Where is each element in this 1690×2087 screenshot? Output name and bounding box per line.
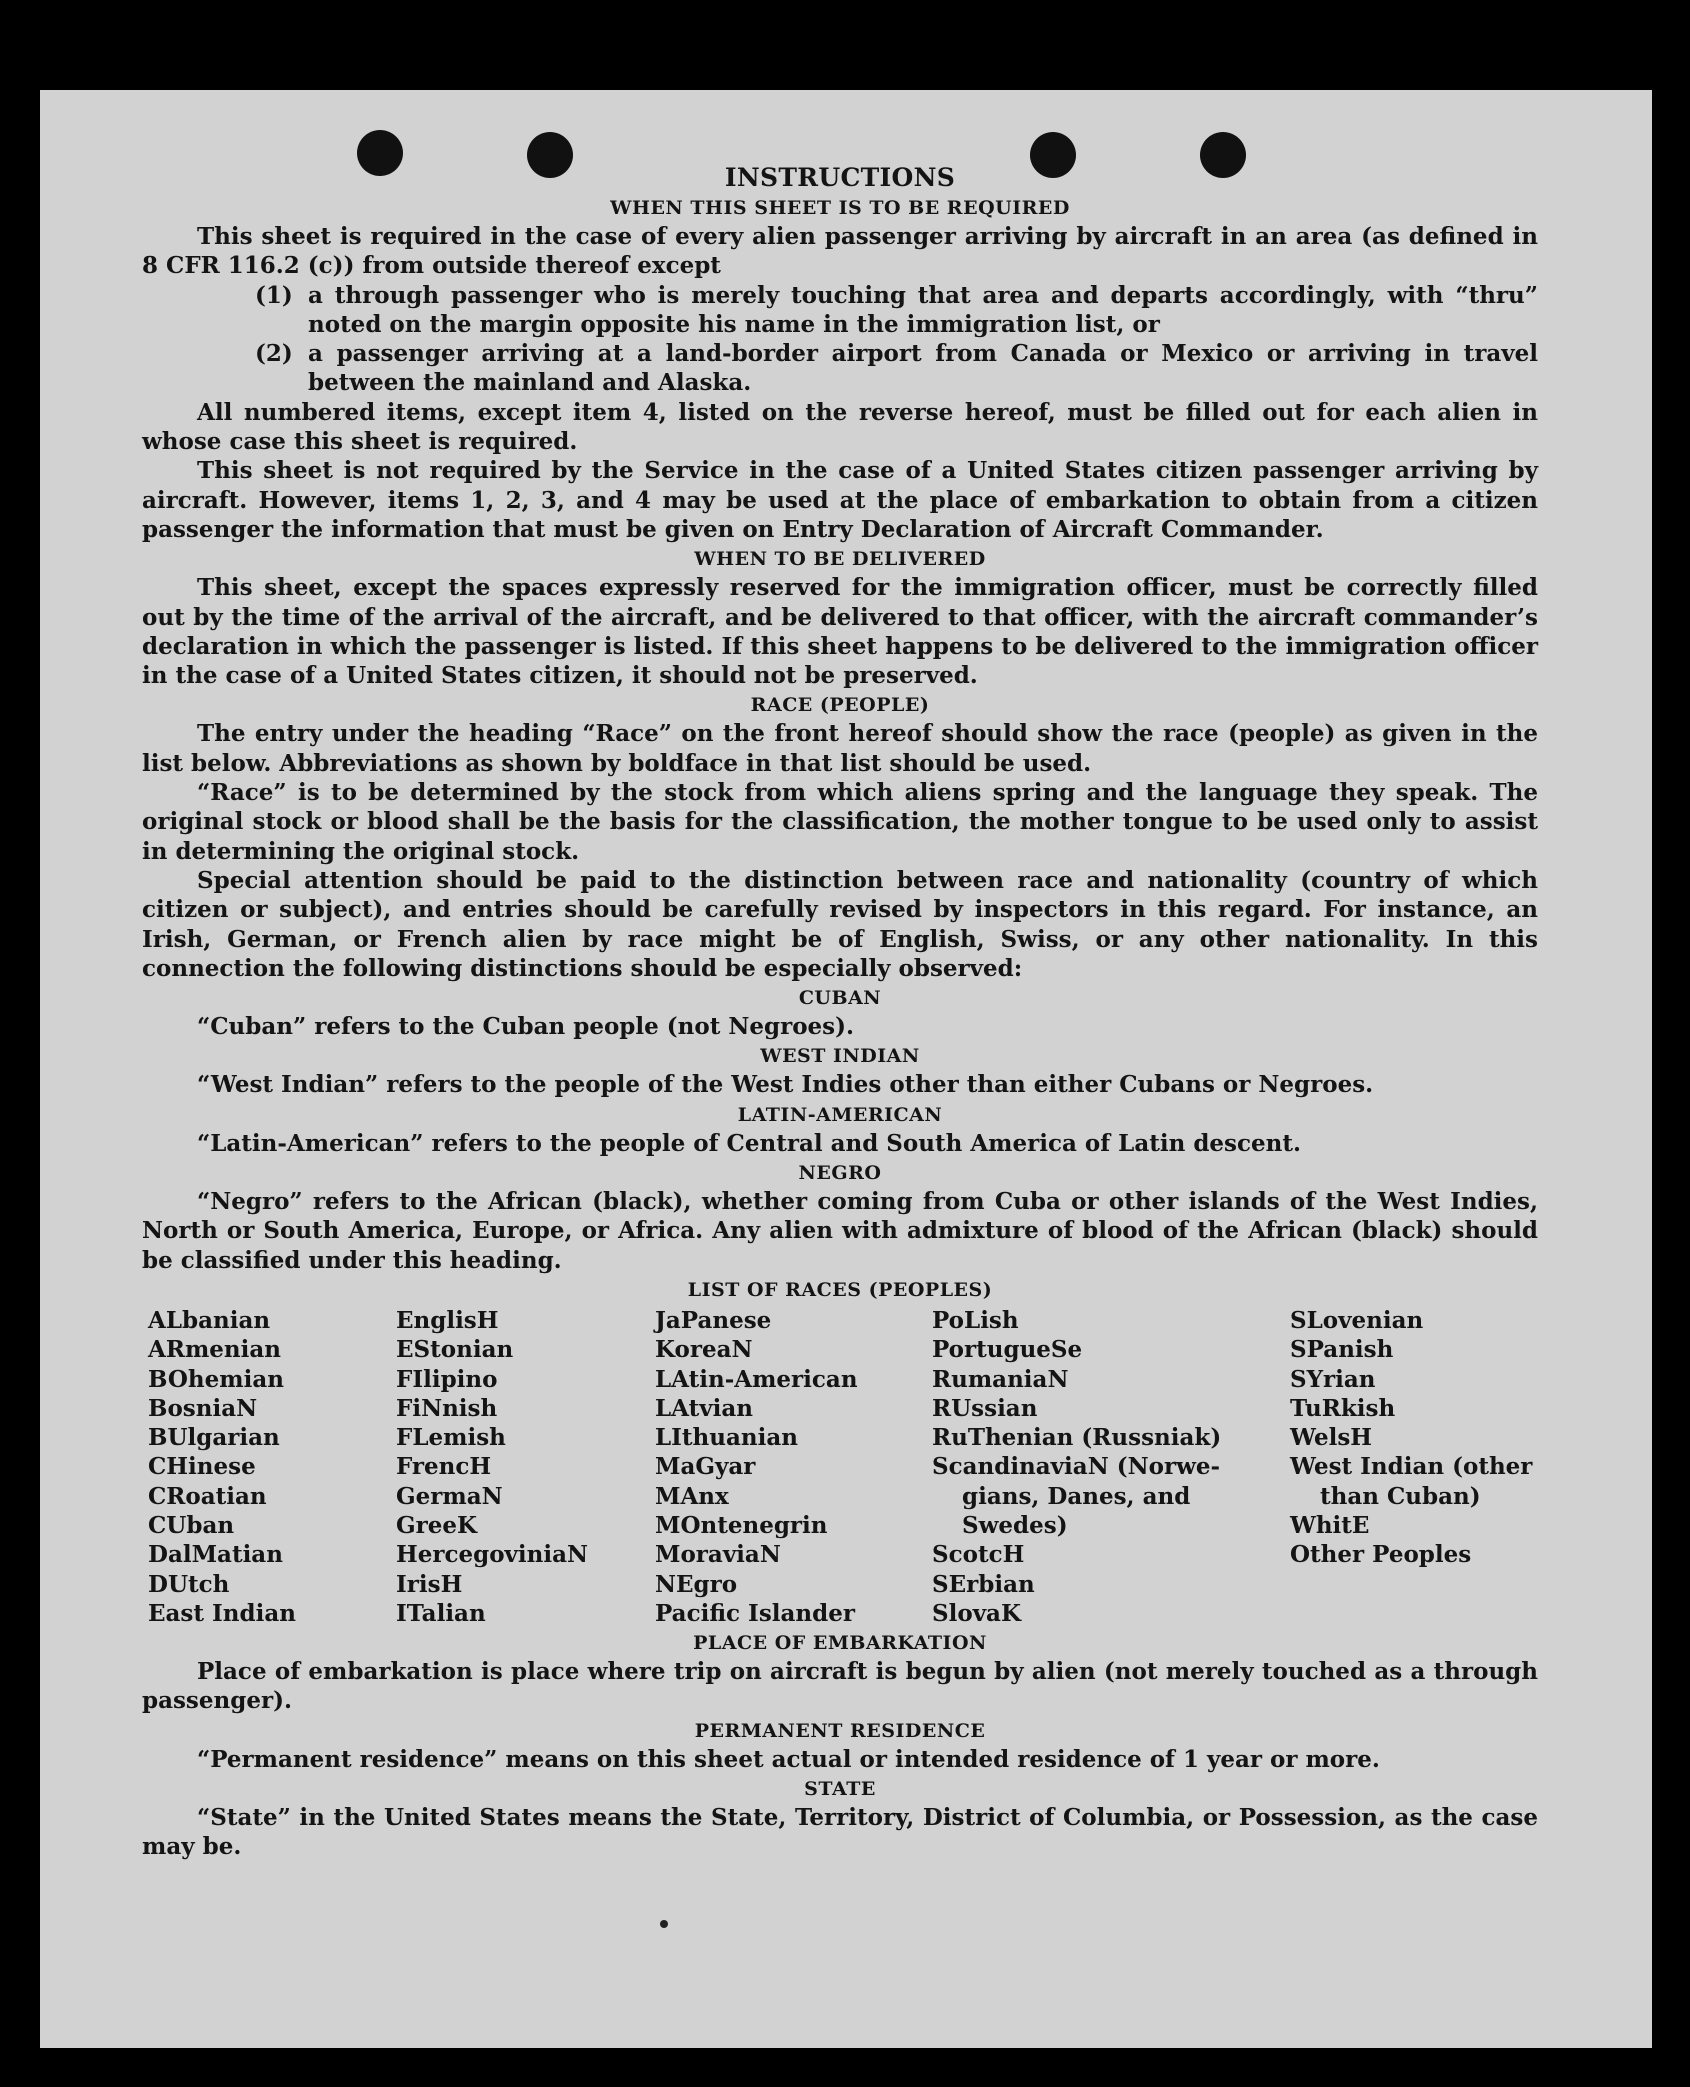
race-entry: FIlipino (396, 1365, 498, 1393)
race-entry: DalMatian (148, 1541, 283, 1569)
race-entry: Other Peoples (1290, 1541, 1472, 1569)
item-number: (1) (255, 281, 293, 309)
item-number: (2) (255, 340, 293, 368)
race-list (142, 1306, 1538, 1628)
paragraph: This sheet is not required by the Service in the case of a United States citizen passenger arriving by aircraft. However, items 1, 2, 3, and 4 may be used at the place of embarkation to obtain from a citizen passenger the information that must be given on Entry Declaration of Aircraft Commander. (142, 457, 1538, 543)
race-column (932, 1306, 1221, 1628)
race-entry: GermaN (396, 1482, 503, 1510)
race-entry: WelsH (1290, 1424, 1373, 1452)
race-entry: West Indian (other (1290, 1453, 1533, 1481)
race-entry: SPanish (1290, 1336, 1394, 1364)
race-entry: CUban (148, 1511, 235, 1539)
race-entry: LAtin-American (655, 1365, 858, 1393)
section-title-when-required: WHEN THIS SHEET IS TO BE REQUIRED (610, 197, 1070, 219)
race-entry: TuRkish (1290, 1394, 1396, 1422)
race-entry: NEgro (655, 1570, 738, 1598)
race-entry: Pacific Islander (655, 1599, 855, 1627)
paragraph: “Permanent residence” means on this sheet actual or intended residence of 1 year or more. (197, 1745, 1380, 1773)
race-entry: ARmenian (148, 1336, 282, 1364)
race-entry: BOhemian (148, 1365, 284, 1393)
paragraph: “Cuban” refers to the Cuban people (not Negroes). (197, 1013, 855, 1041)
race-entry: LAtvian (655, 1394, 753, 1422)
section-title-when-delivered: WHEN TO BE DELIVERED (694, 548, 986, 571)
item-text: a passenger arriving at a land-border airport from Canada or Mexico or arriving in travel between the mainland and Alaska. (308, 340, 1538, 397)
race-entry: SlovaK (932, 1599, 1021, 1627)
ink-dot (660, 1920, 668, 1928)
section-title-state: STATE (804, 1777, 876, 1800)
instructions-body (142, 163, 1538, 1861)
race-entry: FrencH (396, 1453, 492, 1481)
race-entry-continued: gians, Danes, and (962, 1482, 1191, 1510)
race-entry: IrisH (396, 1570, 463, 1598)
race-entry: JaPanese (655, 1306, 772, 1334)
section-title-list-of-races: LIST OF RACES (PEOPLES) (687, 1278, 993, 1301)
race-entry: PortugueSe (932, 1336, 1083, 1364)
race-entry: ScandinaviaN (Norwe- (932, 1453, 1221, 1481)
race-entry-continued: Swedes) (962, 1511, 1068, 1539)
section-title-race: RACE (PEOPLE) (750, 694, 930, 717)
race-entry: SYrian (1290, 1365, 1376, 1393)
race-entry: ScotcH (932, 1541, 1025, 1569)
race-entry: ITalian (396, 1599, 486, 1627)
section-title-negro: NEGRO (798, 1162, 882, 1185)
race-entry: RuThenian (Russniak) (932, 1424, 1222, 1452)
race-entry: RumaniaN (932, 1365, 1069, 1393)
race-entry: RUssian (932, 1394, 1038, 1422)
race-entry: PoLish (932, 1306, 1019, 1334)
race-entry: BosniaN (148, 1394, 258, 1422)
paragraph: Place of embarkation is place where trip on aircraft is begun by alien (not merely touched as a through passenger). (142, 1657, 1538, 1715)
section-title-permanent-residence: PERMANENT RESIDENCE (694, 1719, 986, 1742)
paragraph: This sheet, except the spaces expressly reserved for the immigration officer, must be correctly filled out by the time of the arrival of the aircraft, and be delivered to that officer, with the aircraft commander’s declaration in which the passenger is listed. If this sheet happens to be delivered to the immigration officer in the case of a United States citizen, it should not be preserved. (142, 574, 1538, 690)
race-entry: CRoatian (148, 1482, 267, 1510)
race-column (1290, 1306, 1532, 1570)
race-entry: FiNnish (396, 1394, 498, 1422)
race-column (655, 1306, 858, 1628)
race-entry: FLemish (396, 1424, 506, 1452)
paragraph: “State” in the United States means the State, Territory, District of Columbia, or Possession, as the case may be. (142, 1803, 1538, 1861)
race-entry: EnglisH (396, 1306, 499, 1334)
paragraph: “Race” is to be determined by the stock from which aliens spring and the language they speak. The original stock or blood shall be the basis for the classification, the mother tongue to be used only to assist in determining the original stock. (142, 779, 1538, 865)
paragraph: This sheet is required in the case of every alien passenger arriving by aircraft in an area (as defined in 8 CFR 116.2 (c)) from outside thereof except (142, 223, 1538, 280)
paragraph: “Negro” refers to the African (black), whether coming from Cuba or other islands of the West Indies, North or South America, Europe, or Africa. Any alien with admixture of blood of the African (black) should be classified under this heading. (142, 1188, 1538, 1274)
race-entry-continued: than Cuban) (1320, 1482, 1481, 1510)
section-title-cuban: CUBAN (798, 987, 882, 1010)
race-entry: EStonian (396, 1336, 514, 1364)
race-entry: HercegoviniaN (396, 1541, 589, 1569)
race-entry: GreeK (396, 1511, 478, 1539)
section-title-embarkation: PLACE OF EMBARKATION (693, 1631, 987, 1654)
race-entry: MOntenegrin (655, 1511, 828, 1539)
item-text: a through passenger who is merely touching that area and departs accordingly, with “thru” noted on the margin opposite his name in the immigration list, or (308, 281, 1538, 338)
race-entry: MaGyar (655, 1453, 756, 1481)
list-item (142, 281, 1538, 340)
race-column (396, 1306, 588, 1628)
race-entry: SLovenian (1290, 1306, 1424, 1334)
paragraph: “Latin-American” refers to the people of Central and South America of Latin descent. (197, 1129, 1301, 1157)
paragraph: Special attention should be paid to the distinction between race and nationality (country of which citizen or subject), and entries should be carefully revised by inspectors in this regard. For instance, an Irish, German, or French alien by race might be of English, Swiss, or any other nationality. In this connection the following distinctions should be especially observed: (142, 866, 1538, 982)
race-entry: DUtch (148, 1570, 230, 1598)
paragraph: All numbered items, except item 4, listed on the reverse hereof, must be filled out for each alien in whose case this sheet is required. (142, 398, 1538, 456)
section-title-west-indian: WEST INDIAN (760, 1045, 920, 1068)
race-entry: CHinese (148, 1453, 256, 1481)
race-entry: MAnx (655, 1482, 729, 1510)
race-entry: LIthuanian (655, 1424, 798, 1452)
race-entry: KoreaN (655, 1336, 753, 1364)
race-column (148, 1306, 296, 1628)
document-sheet (40, 90, 1652, 2048)
race-entry: ALbanian (148, 1306, 271, 1334)
paragraph: The entry under the heading “Race” on the front hereof should show the race (people) as given in the list below. Abbreviations as shown by boldface in that list should be used. (142, 720, 1538, 777)
list-item (142, 339, 1538, 398)
race-entry: SErbian (932, 1570, 1035, 1598)
paragraph: “West Indian” refers to the people of the West Indies other than either Cubans or Negroes. (197, 1071, 1374, 1099)
race-entry: East Indian (148, 1599, 296, 1627)
race-entry: BUlgarian (148, 1424, 280, 1452)
race-entry: WhitE (1290, 1511, 1370, 1539)
page-title: INSTRUCTIONS (724, 163, 956, 192)
section-title-latin-american: LATIN-AMERICAN (737, 1103, 943, 1126)
race-entry: MoraviaN (655, 1541, 781, 1569)
